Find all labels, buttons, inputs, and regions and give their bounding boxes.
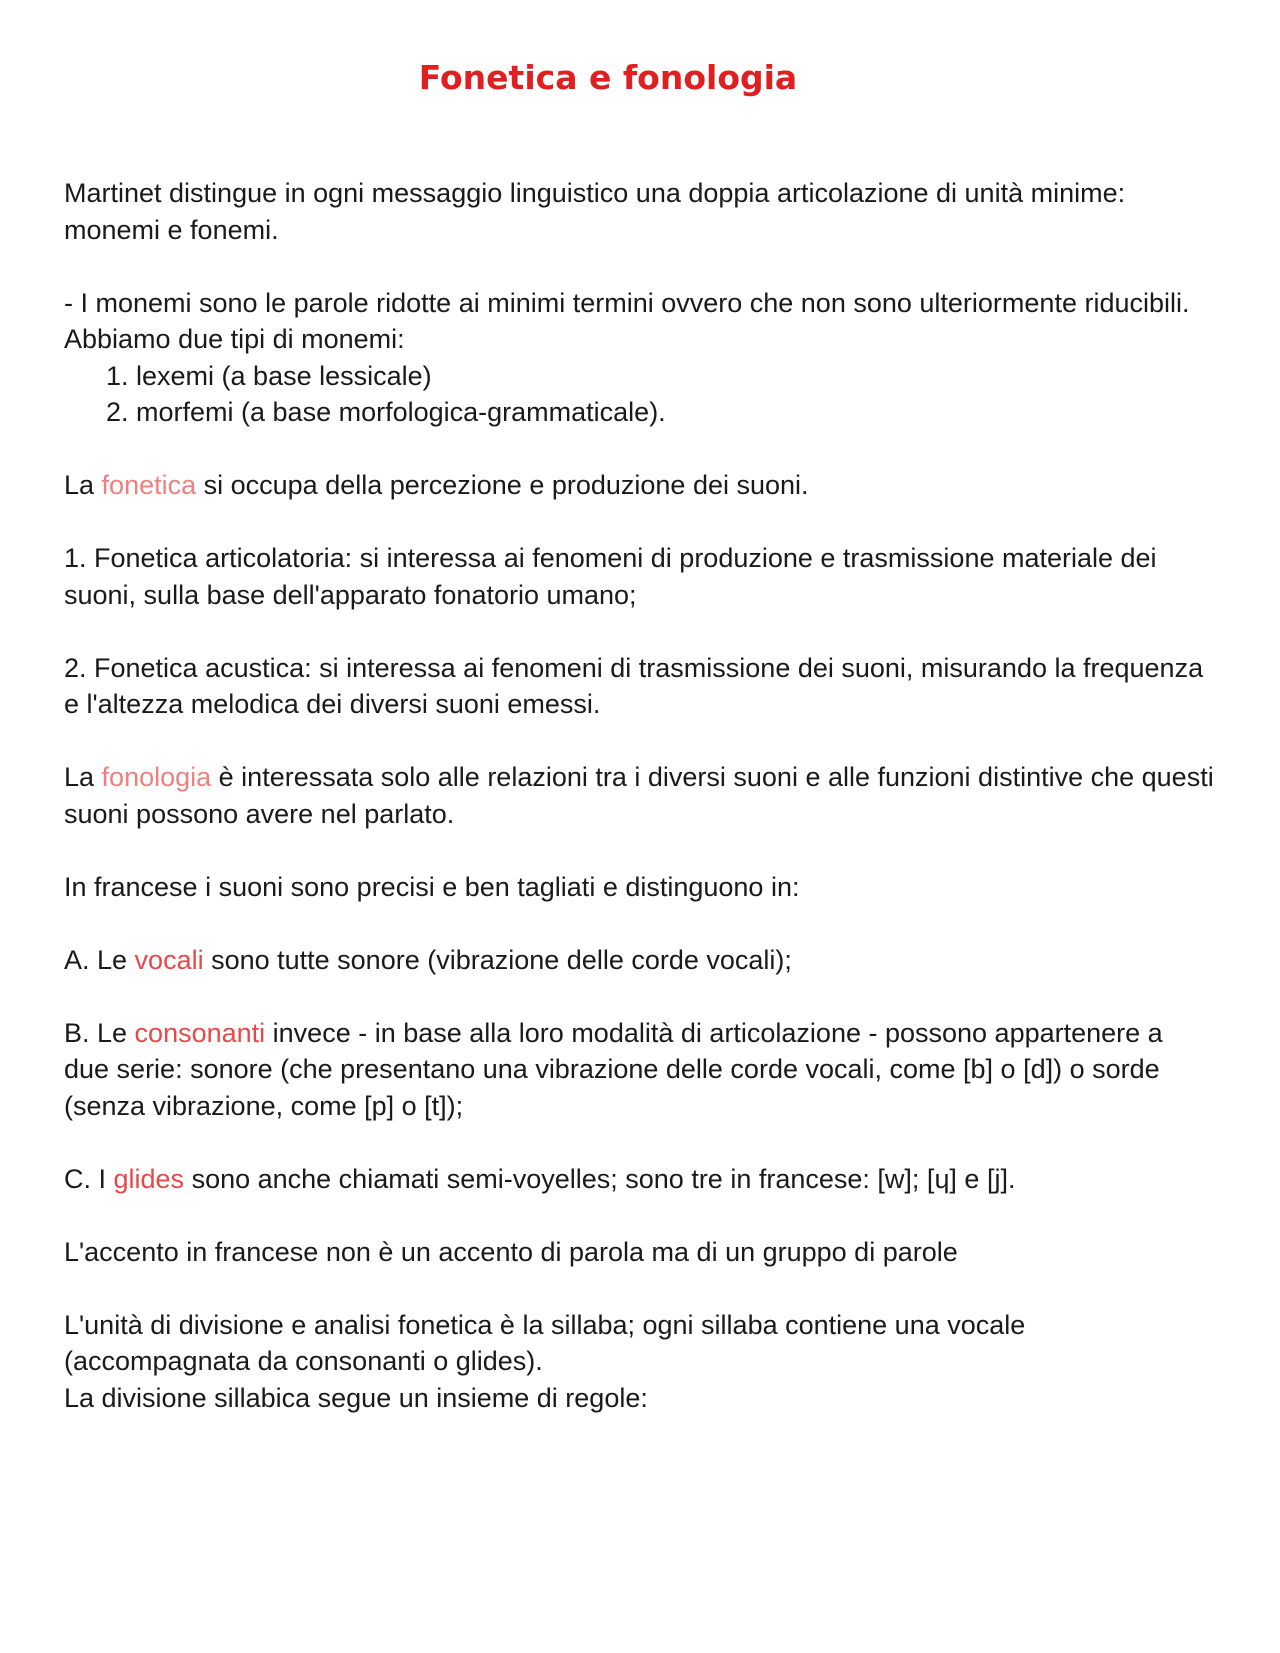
paragraph-text: C. I	[64, 1163, 114, 1194]
list-item: 1. lexemi (a base lessicale)	[106, 360, 432, 391]
paragraph-monemi	[64, 285, 1214, 431]
paragraph-text: Martinet distingue in ogni messaggio linguistico una doppia articolazione di unità minime: monemi e fonemi.	[64, 178, 1126, 245]
paragraph-text: - I monemi sono le parole ridotte ai minimi termini ovvero che non sono ulteriormente riducibili.	[64, 287, 1190, 318]
list-item: 2. morfemi (a base morfologica-grammaticale).	[106, 397, 666, 427]
paragraph-text: A. Le	[64, 944, 135, 975]
paragraph-text: La	[64, 762, 102, 792]
paragraph-text: si occupa della percezione e produzione dei suoni.	[196, 470, 809, 500]
paragraph-fonetica-acustica	[64, 650, 1214, 723]
paragraph-text: 2. Fonetica acustica: si interessa ai fenomeni di trasmissione dei suoni, misurando la frequenza e l'altezza melodica dei diversi suoni emessi.	[64, 652, 1204, 719]
paragraph-accento	[64, 1234, 1214, 1271]
paragraph-text: La divisione sillabica segue un insieme di regole:	[64, 1382, 648, 1413]
paragraph-glides	[64, 1161, 1214, 1198]
term-vocali: vocali	[134, 944, 204, 975]
paragraph-fonetica	[64, 467, 1214, 504]
page-title: Fonetica e fonologia	[418, 58, 798, 97]
term-fonologia: fonologia	[101, 762, 212, 792]
paragraph-text: è interessata solo alle relazioni tra i diversi suoni e alle funzioni distintive che questi suoni possono avere nel parlato.	[64, 762, 1214, 829]
paragraph-text: La	[64, 470, 102, 500]
term-fonetica: fonetica	[101, 470, 197, 500]
document-body	[64, 175, 1214, 1416]
paragraph-text: L'accento in francese non è un accento di parola ma di un gruppo di parole	[64, 1236, 958, 1267]
paragraph-text: Abbiamo due tipi di monemi:	[64, 324, 405, 354]
paragraph-fonologia	[64, 759, 1214, 832]
term-consonanti: consonanti	[134, 1017, 266, 1048]
paragraph-text: sono tutte sonore (vibrazione delle corde vocali);	[203, 944, 792, 975]
paragraph-text: L'unità di divisione e analisi fonetica è la sillaba; ogni sillaba contiene una vocale (accompagnata da consonanti o glides).	[64, 1309, 1026, 1376]
paragraph-consonanti	[64, 1015, 1214, 1125]
paragraph-text: B. Le	[64, 1017, 135, 1048]
paragraph-text: 1. Fonetica articolatoria: si interessa ai fenomeni di produzione e trasmissione materiale dei suoni, sulla base dell'apparato fonatorio umano;	[64, 543, 1157, 610]
paragraph-martinet	[64, 175, 1214, 248]
term-glides: glides	[113, 1163, 185, 1194]
paragraph-text: sono anche chiamati semi-voyelles; sono tre in francese: [w]; [ɥ] e [j].	[184, 1163, 1016, 1194]
paragraph-sillaba	[64, 1307, 1214, 1417]
paragraph-text: In francese i suoni sono precisi e ben tagliati e distinguono in:	[64, 871, 800, 902]
paragraph-francese	[64, 869, 1214, 906]
paragraph-fonetica-articolatoria	[64, 540, 1214, 613]
paragraph-vocali	[64, 942, 1214, 979]
paragraph-text: invece - in base alla loro modalità di articolazione - possono appartenere a due serie: sonore (che presentano una vibrazione delle corde vocali, come [b] o [d]) o sorde (senza vibrazione, come [p] o [t]);	[64, 1017, 1163, 1121]
